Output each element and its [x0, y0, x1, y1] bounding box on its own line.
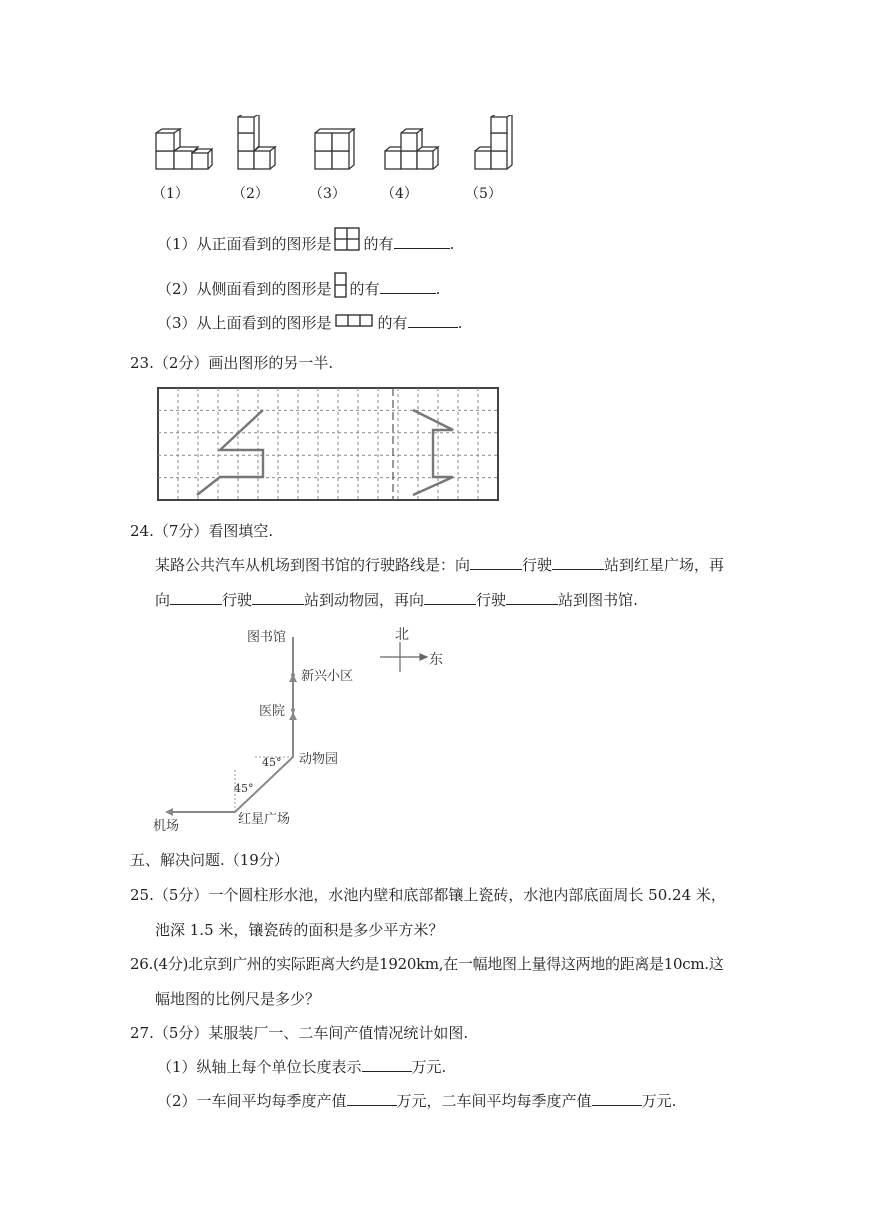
place-xinxing: 新兴小区: [301, 669, 354, 684]
answer-blank[interactable]: [552, 555, 604, 570]
compass-icon: [380, 642, 427, 672]
q26-line1: 26.(4分)北京到广州的实际距离大约是1920km,在一幅地图上量得这两地的距离是10cm.这: [130, 955, 724, 973]
q24-title: 24.（7分）看图填空.: [130, 522, 274, 540]
figure-2: [238, 115, 275, 169]
answer-blank[interactable]: [592, 1091, 642, 1106]
angle-label-2: 45°: [234, 782, 254, 795]
figure-5: [475, 115, 512, 169]
q22-sub2: （2）从侧面看到的图形是 的有 .: [157, 272, 440, 300]
answer-blank[interactable]: [470, 555, 522, 570]
q22-sub1: （1）从正面看到的图形是 的有 .: [157, 227, 454, 254]
q24-line2: 向 行驶 站到动物园，再向 行驶 站到图书馆.: [155, 591, 638, 609]
figure-label-2: （2）: [232, 186, 269, 202]
answer-blank[interactable]: [408, 313, 458, 328]
answer-blank[interactable]: [362, 1057, 412, 1072]
route-line: [173, 637, 293, 812]
place-zoo: 动物园: [299, 752, 339, 767]
angle-label-1: 45°: [262, 756, 282, 769]
cube-figures: [150, 115, 520, 175]
place-hongxing: 红星广场: [238, 812, 291, 827]
q25-line2: 池深 1.5 米，镶瓷砖的面积是多少平方米？: [155, 921, 444, 939]
route-map: [145, 620, 465, 840]
figure-label-1: （1）: [152, 186, 189, 202]
answer-blank[interactable]: [347, 1091, 397, 1106]
q27-sub1: （1）纵轴上每个单位长度表示 万元.: [157, 1058, 447, 1076]
section-5-title: 五、解决问题.（19分）: [130, 851, 289, 869]
arrow-icon: [289, 712, 297, 720]
q27-title: 27.（5分）某服装厂一、二车间产值情况统计如图.: [130, 1024, 469, 1042]
place-hospital: 医院: [259, 704, 286, 719]
answer-blank[interactable]: [170, 590, 222, 605]
top-view-icon: [334, 313, 376, 329]
figure-3: [315, 129, 354, 169]
place-airport: 机场: [153, 819, 180, 834]
answer-blank[interactable]: [424, 590, 476, 605]
front-view-icon: [333, 227, 363, 253]
q23-text: 23.（2分）画出图形的另一半.: [130, 354, 334, 372]
figure-label-5: （5）: [465, 186, 502, 202]
q26-line2: 幅地图的比例尺是多少？: [155, 990, 321, 1008]
answer-blank[interactable]: [252, 590, 304, 605]
place-library: 图书馆: [247, 630, 287, 645]
q24-line1: 某路公共汽车从机场到图书馆的行驶路线是：向 行驶 站到红星广场，再: [155, 556, 725, 574]
figure-label-4: （4）: [381, 186, 418, 202]
side-view-icon: [333, 272, 349, 300]
figure-4: [385, 129, 438, 169]
q22-sub3: （3）从上面看到的图形是 的有 .: [157, 314, 463, 332]
figure-label-3: （3）: [309, 186, 346, 202]
q25-line1: 25.（5分）一个圆柱形水池，水池内壁和底部都镶上瓷砖，水池内部底面周长 50.24 米，: [130, 886, 726, 904]
figure-1: [156, 129, 212, 169]
answer-blank[interactable]: [506, 590, 558, 605]
answer-blank[interactable]: [394, 234, 450, 249]
compass-east-label: 东: [429, 652, 443, 668]
compass-north-label: 北: [395, 627, 409, 643]
q27-sub2: （2）一车间平均每季度产值 万元，二车间平均每季度产值 万元.: [157, 1092, 677, 1110]
answer-blank[interactable]: [380, 279, 436, 294]
grid-figure: [155, 385, 505, 505]
